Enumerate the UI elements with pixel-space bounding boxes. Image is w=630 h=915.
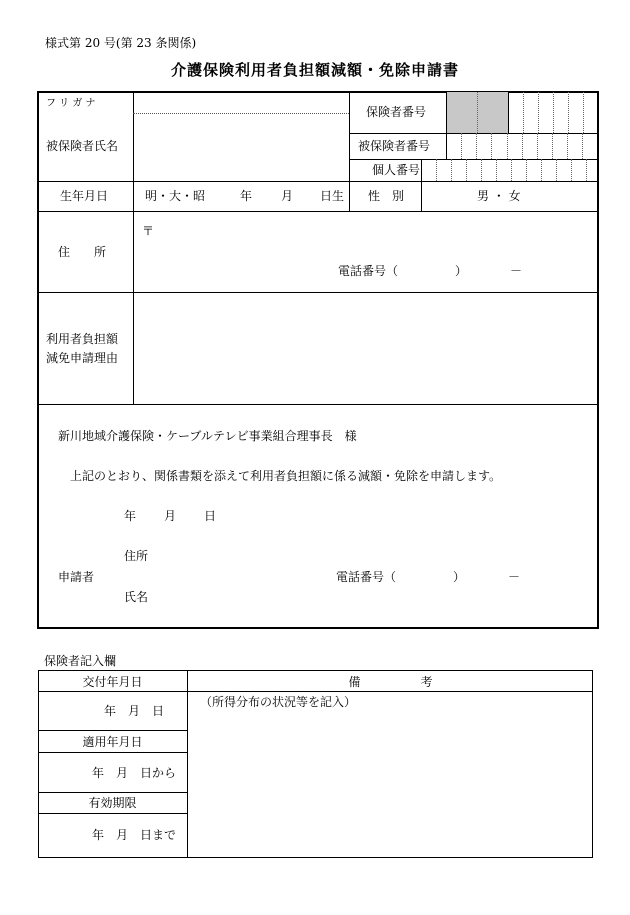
personal-number-label: 個人番号 xyxy=(372,163,421,177)
applicant-name-label: 氏名 xyxy=(124,590,149,604)
birth-day-unit: 日生 xyxy=(320,189,345,203)
applicant-address-label: 住所 xyxy=(124,549,149,563)
furigana-field[interactable] xyxy=(134,92,349,113)
insurer-section-caption: 保険者記入欄 xyxy=(44,654,117,668)
applicant-label: 申請者 xyxy=(58,570,95,584)
id-column-divider xyxy=(349,92,350,211)
insurer-number-cell-divider xyxy=(477,92,478,133)
effective-date-bottom xyxy=(38,792,187,793)
declaration-statement: 上記のとおり、関係書類を添えて利用者負担額に係る減額・免除を申請します。 xyxy=(70,469,502,483)
remarks-field[interactable] xyxy=(188,712,592,857)
application-date-month: 月 xyxy=(164,509,177,523)
address-phone-label: 電話番号（ xyxy=(338,264,399,278)
birthdate-label: 生年月日 xyxy=(60,189,109,203)
effective-date-value[interactable]: 年 月 日から xyxy=(92,766,177,780)
personal-number-field[interactable] xyxy=(422,160,598,181)
address-field[interactable] xyxy=(134,212,598,292)
insurer-number-field[interactable] xyxy=(509,92,598,133)
application-date-year: 年 xyxy=(124,509,137,523)
effective-date-label: 適用年月日 xyxy=(82,735,143,749)
address-label: 住 所 xyxy=(58,245,107,259)
gender-choices[interactable]: 男 ・ 女 xyxy=(477,189,521,203)
validity-label-bottom xyxy=(38,813,187,814)
issue-date-value[interactable]: 年 月 日 xyxy=(104,704,165,718)
reason-field[interactable] xyxy=(134,293,598,404)
insured-name-field[interactable] xyxy=(134,114,349,181)
birth-year-unit: 年 xyxy=(240,189,253,203)
application-date-day: 日 xyxy=(204,509,217,523)
validity-label: 有効期限 xyxy=(88,796,137,810)
birth-month-unit: 月 xyxy=(281,189,294,203)
gender-column-divider xyxy=(421,181,422,211)
address-phone-paren: ） xyxy=(455,264,468,278)
era-choices[interactable]: 明・大・昭 xyxy=(145,189,206,203)
reason-label-line2: 減免申請理由 xyxy=(46,351,119,365)
divider-birthdate-top xyxy=(38,181,598,182)
remarks-label: 備 考 xyxy=(348,675,433,689)
insured-name-label: 被保険者氏名 xyxy=(46,139,119,153)
page-title: 介護保険利用者負担額減額・免除申請書 xyxy=(170,61,459,79)
reason-label-line1: 利用者負担額 xyxy=(46,332,119,346)
gender-label: 性 別 xyxy=(368,189,405,203)
issue-date-label: 交付年月日 xyxy=(82,675,143,689)
addressee: 新川地域介護保険・ケーブルテレビ事業組合理事長 様 xyxy=(58,429,357,443)
furigana-label: フ リ ガ ナ xyxy=(46,98,96,109)
applicant-phone-dash: － xyxy=(508,570,521,584)
insured-number-label: 被保険者番号 xyxy=(358,139,431,153)
insurer-number-label: 保険者番号 xyxy=(366,105,427,119)
postal-mark: 〒 xyxy=(142,224,155,238)
applicant-phone-label: 電話番号（ xyxy=(336,570,397,584)
applicant-phone-paren: ） xyxy=(453,570,466,584)
effective-label-bottom xyxy=(38,752,187,753)
form-number: 様式第 20 号(第 23 条関係) xyxy=(45,36,197,50)
remarks-note: （所得分布の状況等を記入） xyxy=(200,695,357,709)
insured-number-field[interactable] xyxy=(447,134,598,159)
divider-reason-bottom xyxy=(38,404,598,405)
issue-date-bottom xyxy=(38,730,187,731)
insurer-number-cell-divider xyxy=(446,92,447,133)
address-phone-dash: － xyxy=(510,264,523,278)
insurer-table-header-divider xyxy=(38,691,593,692)
validity-value[interactable]: 年 月 日まで xyxy=(92,828,177,842)
